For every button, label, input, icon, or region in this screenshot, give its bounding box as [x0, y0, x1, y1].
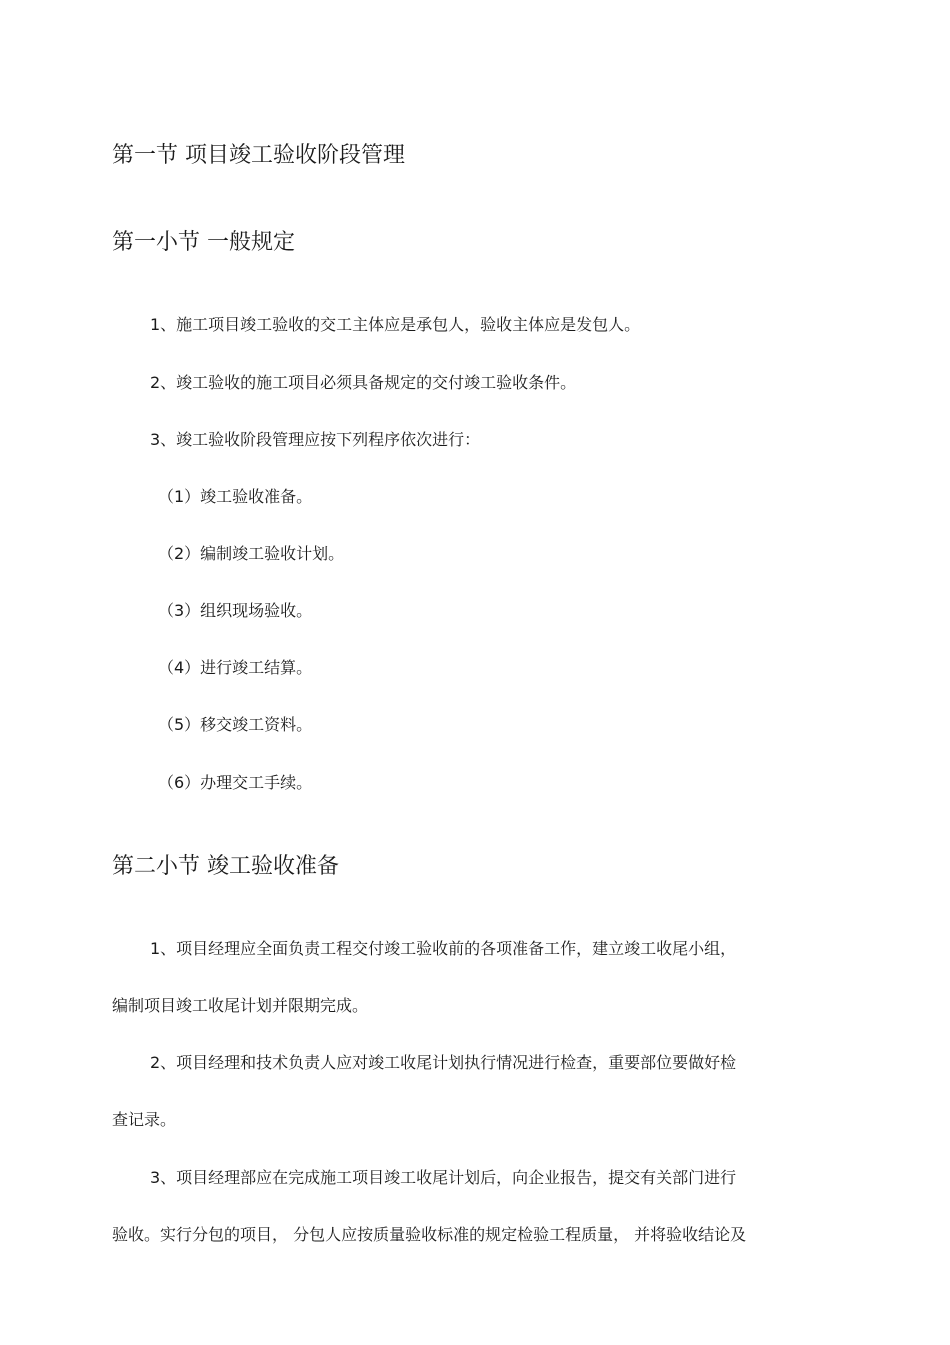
step-item: （1）竣工验收准备。 [158, 487, 313, 506]
paragraph-line: 1、项目经理应全面负责工程交付竣工验收前的各项准备工作，建立竣工收尾小组， [150, 939, 737, 958]
step-item: （2）编制竣工验收计划。 [158, 544, 345, 563]
list-item: 3、竣工验收阶段管理应按下列程序依次进行： [150, 430, 481, 449]
step-item: （5）移交竣工资料。 [158, 715, 313, 734]
step-item: （3）组织现场验收。 [158, 601, 313, 620]
paragraph-line: 编制项目竣工收尾计划并限期完成。 [112, 996, 369, 1015]
step-item: （4）进行竣工结算。 [158, 658, 313, 677]
subsection-title-general: 第一小节 一般规定 [112, 230, 295, 255]
paragraph-line: 2、项目经理和技术负责人应对竣工收尾计划执行情况进行检查，重要部位要做好检 [150, 1053, 737, 1072]
paragraph-line: 验收。实行分包的项目， 分包人应按质量验收标准的规定检验工程质量， 并将验收结论及 [112, 1225, 747, 1244]
list-item: 2、竣工验收的施工项目必须具备规定的交付竣工验收条件。 [150, 373, 577, 392]
subsection-title-preparation: 第二小节 竣工验收准备 [112, 854, 339, 879]
list-item: 1、施工项目竣工验收的交工主体应是承包人，验收主体应是发包人。 [150, 315, 641, 334]
step-item: （6）办理交工手续。 [158, 773, 313, 792]
section-title: 第一节 项目竣工验收阶段管理 [112, 143, 405, 168]
paragraph-line: 查记录。 [112, 1110, 177, 1129]
paragraph-line: 3、项目经理部应在完成施工项目竣工收尾计划后，向企业报告，提交有关部门进行 [150, 1168, 737, 1187]
